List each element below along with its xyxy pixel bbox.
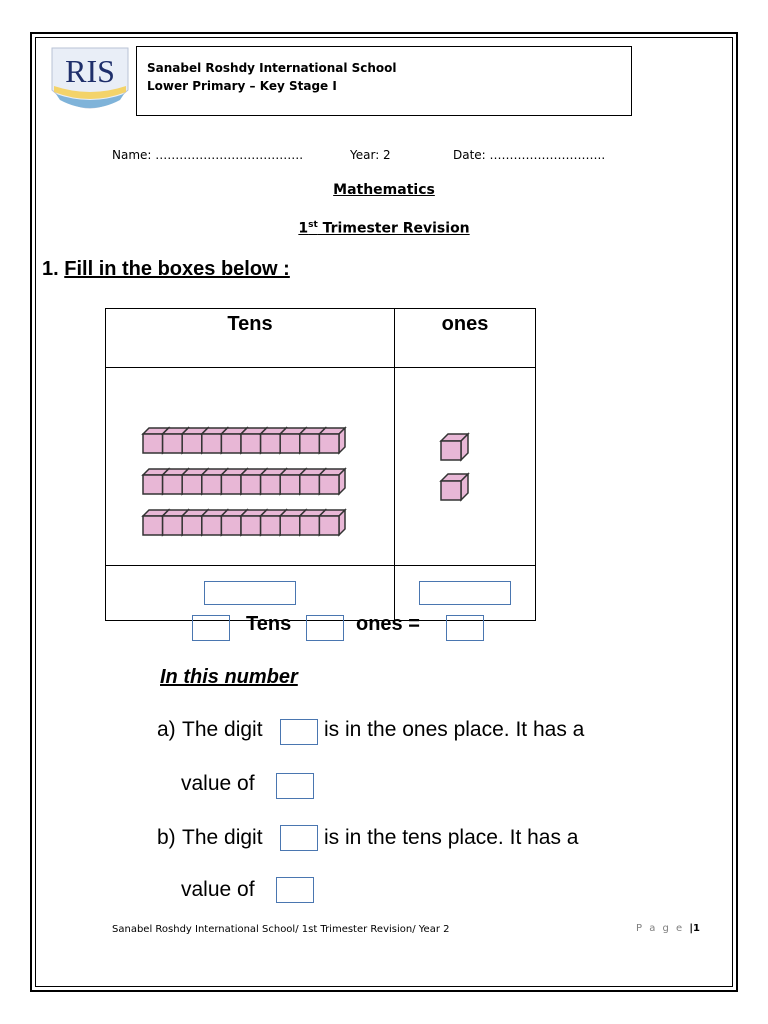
logo-text: RIS [65,53,115,89]
ones-cubes [395,368,535,560]
place-value-table [105,308,536,621]
ones-cube [441,434,468,460]
ones-answer-box[interactable] [419,581,511,605]
tens-rod [143,469,345,494]
ones-cube [441,474,468,500]
school-logo [50,46,130,116]
date-field-label: Date: ……………………….. [453,148,606,162]
tens-count-box[interactable] [192,615,230,641]
number-result-box[interactable] [446,615,484,641]
tens-rods [106,368,394,560]
page-label: P a g e [636,923,685,934]
item-b-prefix: The digit [182,826,263,849]
ones-count-box[interactable] [306,615,344,641]
trimester-text: Trimester Revision [317,220,470,237]
ones-header: ones [395,309,536,368]
subheading: In this number [160,666,298,688]
tens-answer-box[interactable] [204,581,296,605]
item-b-suffix: is in the tens place. It has a [324,826,579,849]
tens-header: Tens [106,309,395,368]
subject-title: Mathematics [333,182,435,198]
trimester-suffix: st [308,220,318,230]
item-a-value-label: value of [181,772,255,795]
page-number: 1 [693,923,701,934]
ones-digit-box[interactable] [280,719,318,745]
question-number: 1. [42,258,59,280]
year-label: Year: 2 [350,148,391,162]
item-a-suffix: is in the ones place. It has a [324,718,585,741]
question-1-heading [42,258,290,281]
ones-value-box[interactable] [276,773,314,799]
tens-rod [143,510,345,535]
item-b-value-label: value of [181,878,255,901]
item-b-label: b) [157,826,176,849]
item-a-label: a) [157,718,176,741]
item-a-prefix: The digit [182,718,263,741]
key-stage: Lower Primary – Key Stage I [147,79,337,93]
trimester-number: 1 [298,220,309,237]
equation-tens-label: Tens [246,613,292,635]
footer-text: Sanabel Roshdy International School/ 1st Trimester Revision/ Year 2 [112,924,450,935]
page-separator: | [689,923,694,934]
question-1-title: Fill in the boxes below : [64,258,290,280]
school-header-box [136,46,632,116]
tens-blocks-cell [106,368,395,566]
tens-rod [143,428,345,453]
trimester-title [0,220,768,237]
school-name: Sanabel Roshdy International School [147,61,397,75]
name-field-label: Name: ………………………………. [112,148,304,162]
tens-value-box[interactable] [276,877,314,903]
ones-blocks-cell [395,368,536,566]
page-indicator [636,923,700,934]
tens-digit-box[interactable] [280,825,318,851]
equation-ones-label: ones = [356,613,420,635]
